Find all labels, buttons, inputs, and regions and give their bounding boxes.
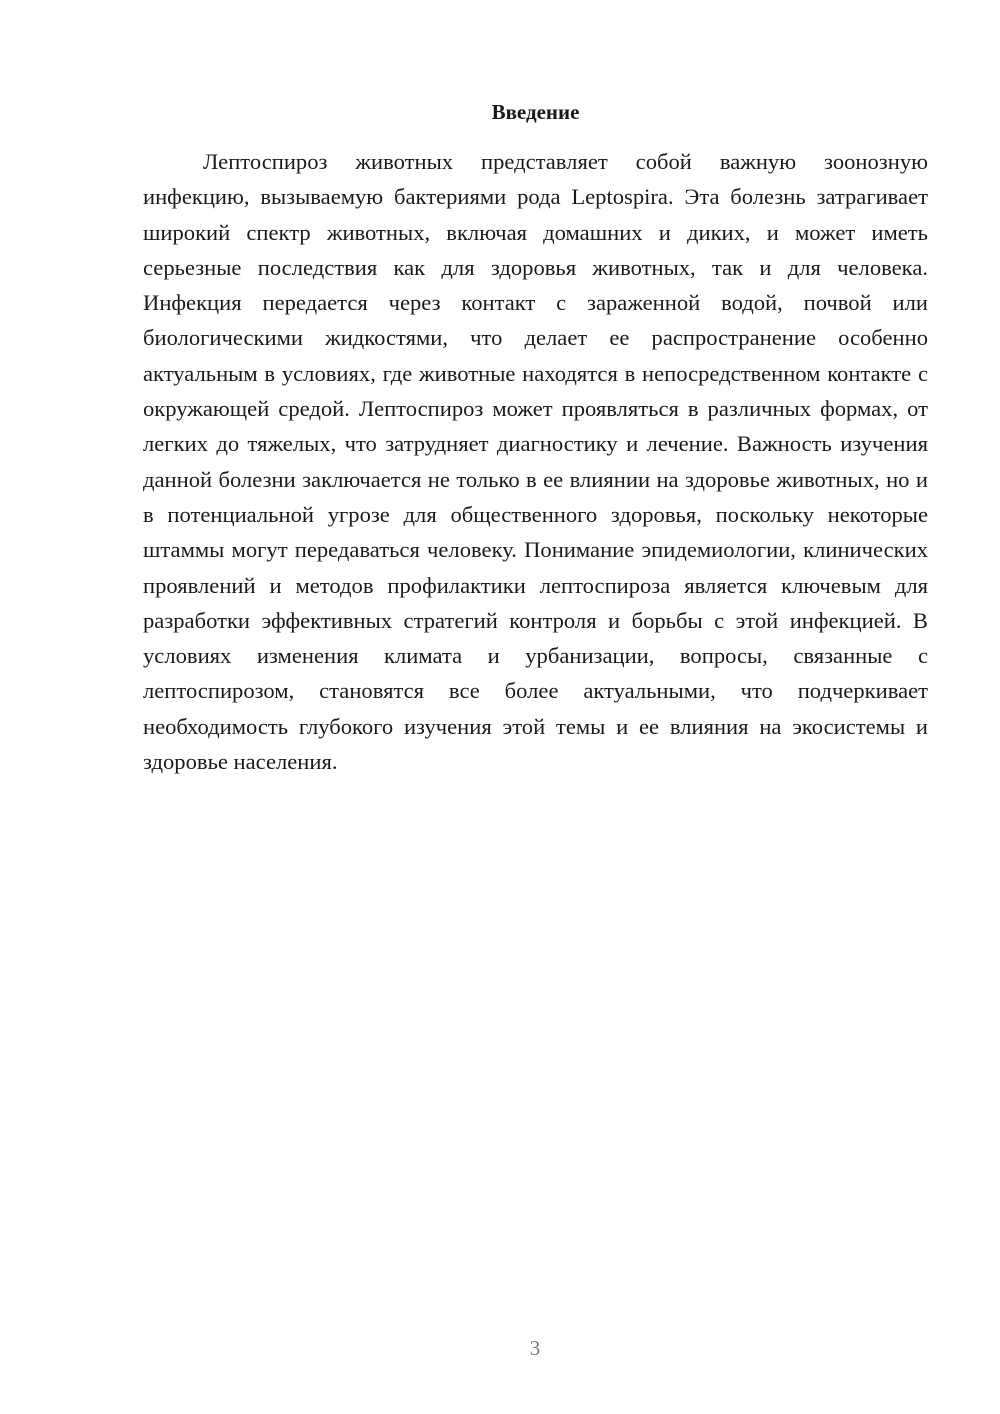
section-heading: Введение bbox=[491, 100, 580, 124]
body-paragraph: Лептоспироз животных представляет собой важную зоонозную инфекцию, вызываемую бактериями рода Leptospira. Эта болезнь затрагивает широкий спектр животных, включая домашних и диких, и может иметь серьезные последствия как для здоровья животных, так и для человека. Инфекция передается через контакт с зараженной водой, почвой или биологическими жидкостями, что делает ее распространение особенно актуальным в условиях, где животные находятся в непосредственном контакте с окружающей средой. Лептоспироз может проявляться в различных формах, от легких до тяжелых, что затрудняет диагностику и лечение. Важность изучения данной болезни заключается не только в ее влиянии на здоровье животных, но и в потенциальной угрозе для общественного здоровья, поскольку некоторые штаммы могут передаваться человеку. Понимание эпидемиологии, клинических проявлений и методов профилактики лептоспироза является ключевым для разработки эффективных стратегий контроля и борьбы с этой инфекцией. В условиях изменения климата и урбанизации, вопросы, связанные с лептоспирозом, становятся все более актуальными, что подчеркивает необходимость глубокого изучения этой темы и ее влияния на экосистемы и здоровье населения. bbox=[143, 149, 928, 775]
page-number: 3 bbox=[529, 1336, 541, 1360]
